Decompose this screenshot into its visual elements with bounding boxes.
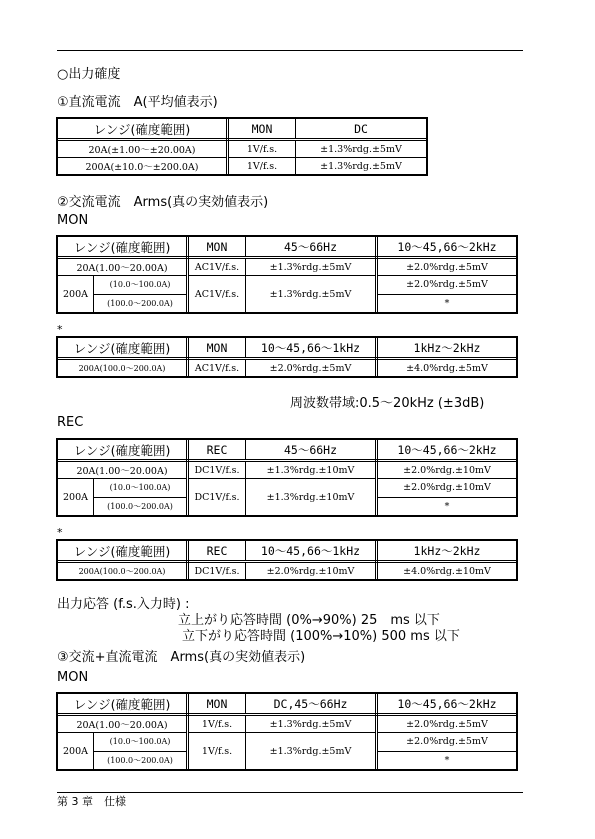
output-cell: DC1V/f.s. — [188, 562, 246, 580]
header-range: レンジ(確度範囲) — [58, 119, 228, 140]
top-rule — [57, 50, 523, 51]
sub-range-cell: (10.0～100.0A) — [94, 479, 188, 498]
table-row — [58, 359, 517, 377]
acdc-mon-table — [57, 693, 517, 770]
header-10-2khz: 10～45,66～2kHz — [377, 440, 517, 461]
response-title: 出力応答 (f.s.入力時) : — [57, 597, 190, 612]
header-10-1khz: 10～45,66～1kHz — [246, 338, 377, 359]
accuracy-cell: ±2.0%rdg.±5mV — [377, 715, 517, 733]
table-header — [58, 338, 517, 359]
footnote-mark: * — [57, 323, 63, 336]
fall-time: 立下がり応答時間 (100%→10%) 500 ms 以下 — [182, 629, 460, 644]
sub-range-cell: (10.0～100.0A) — [94, 276, 188, 295]
mon-label: MON — [57, 213, 89, 228]
accuracy-cell: ±1.3%rdg.±5mV — [246, 733, 377, 770]
header-output: MON — [188, 237, 246, 258]
header-45-66hz: 45～66Hz — [246, 237, 377, 258]
ac-mon-table — [57, 236, 517, 313]
header-1-2khz: 1kHz～2kHz — [377, 338, 517, 359]
asterisk-cell: * — [377, 497, 517, 516]
accuracy-cell: ±2.0%rdg.±10mV — [377, 479, 517, 498]
header-dc: DC — [296, 119, 427, 140]
table-row — [58, 562, 517, 580]
footer-chapter: 第 3 章 仕様 — [57, 795, 126, 808]
header-1-2khz: 1kHz～2kHz — [377, 541, 517, 562]
table-row — [58, 140, 427, 158]
header-10-2khz: 10～45,66～2kHz — [377, 237, 517, 258]
sub-range-cell: (10.0～100.0A) — [94, 733, 188, 752]
ac-current-title: ②交流電流 Arms(真の実効値表示) — [57, 195, 269, 210]
sub-range-cell: (100.0～200.0A) — [94, 751, 188, 770]
table-header — [58, 440, 517, 461]
ac-dc-current-title: ③交流+直流電流 Arms(真の実効値表示) — [57, 650, 306, 665]
accuracy-cell: ±1.3%rdg.±5mV — [296, 158, 427, 175]
asterisk-cell: * — [377, 294, 517, 313]
output-cell: 1V/f.s. — [188, 733, 246, 770]
header-10-2khz: 10～45,66～2kHz — [377, 694, 517, 715]
dc-current-title: ①直流電流 A(平均値表示) — [57, 95, 218, 110]
output-cell: AC1V/f.s. — [188, 359, 246, 377]
range-cell: 200A(±10.0～±200.0A) — [58, 158, 228, 175]
ac-mon-sub-table — [57, 337, 517, 377]
output-cell: AC1V/f.s. — [188, 258, 246, 276]
table-row — [58, 715, 517, 733]
output-cell: 1V/f.s. — [228, 140, 296, 158]
header-range: レンジ(確度範囲) — [58, 694, 188, 715]
header-range: レンジ(確度範囲) — [58, 440, 188, 461]
range-cell: 200A — [58, 733, 94, 770]
accuracy-cell: ±1.3%rdg.±5mV — [246, 258, 377, 276]
range-cell: 200A(100.0～200.0A) — [58, 359, 188, 377]
accuracy-cell: ±2.0%rdg.±5mV — [246, 359, 377, 377]
accuracy-cell: ±1.3%rdg.±10mV — [246, 479, 377, 516]
accuracy-cell: ±2.0%rdg.±10mV — [377, 461, 517, 479]
accuracy-cell: ±1.3%rdg.±10mV — [246, 461, 377, 479]
header-output: REC — [188, 541, 246, 562]
sub-range-cell: (100.0～200.0A) — [94, 497, 188, 516]
section-heading: ○出力確度 — [57, 67, 121, 82]
accuracy-cell: ±4.0%rdg.±10mV — [377, 562, 517, 580]
accuracy-cell: ±2.0%rdg.±5mV — [377, 258, 517, 276]
output-cell: DC1V/f.s. — [188, 479, 246, 516]
table-row — [58, 258, 517, 276]
ac-rec-sub-table — [57, 540, 517, 580]
accuracy-cell: ±2.0%rdg.±10mV — [246, 562, 377, 580]
header-dc-45-66hz: DC,45～66Hz — [246, 694, 377, 715]
table-header — [58, 119, 427, 140]
header-output: MON — [188, 338, 246, 359]
range-cell: 200A — [58, 479, 94, 516]
accuracy-cell: ±1.3%rdg.±5mV — [246, 715, 377, 733]
table-row — [58, 461, 517, 479]
range-cell: 200A(100.0～200.0A) — [58, 562, 188, 580]
sub-range-cell: (100.0～200.0A) — [94, 294, 188, 313]
output-cell: DC1V/f.s. — [188, 461, 246, 479]
table-row — [58, 158, 427, 175]
header-range: レンジ(確度範囲) — [58, 338, 188, 359]
table-row — [58, 276, 517, 295]
accuracy-cell: ±2.0%rdg.±5mV — [377, 276, 517, 295]
table-row — [58, 733, 517, 752]
range-cell: 20A(±1.00～±20.00A) — [58, 140, 228, 158]
range-cell: 20A(1.00～20.00A) — [58, 715, 188, 733]
output-cell: 1V/f.s. — [188, 715, 246, 733]
output-cell: AC1V/f.s. — [188, 276, 246, 313]
ac-rec-table — [57, 439, 517, 516]
mon-label: MON — [57, 670, 89, 685]
asterisk-cell: * — [377, 751, 517, 770]
output-cell: 1V/f.s. — [228, 158, 296, 175]
table-header — [58, 694, 517, 715]
accuracy-cell: ±4.0%rdg.±5mV — [377, 359, 517, 377]
frequency-band: 周波数帯域:0.5～20kHz (±3dB) — [290, 396, 485, 411]
table-header — [58, 541, 517, 562]
header-range: レンジ(確度範囲) — [58, 237, 188, 258]
bottom-rule — [57, 792, 523, 793]
dc-current-table — [57, 118, 427, 175]
accuracy-cell: ±1.3%rdg.±5mV — [296, 140, 427, 158]
range-cell: 20A(1.00～20.00A) — [58, 258, 188, 276]
header-45-66hz: 45～66Hz — [246, 440, 377, 461]
rise-time: 立上がり応答時間 (0%→90%) 25 ms 以下 — [178, 613, 440, 628]
header-range: レンジ(確度範囲) — [58, 541, 188, 562]
header-output: MON — [228, 119, 296, 140]
header-output: MON — [188, 694, 246, 715]
accuracy-cell: ±1.3%rdg.±5mV — [246, 276, 377, 313]
table-row — [58, 479, 517, 498]
footnote-mark: * — [57, 526, 63, 539]
table-header — [58, 237, 517, 258]
range-cell: 200A — [58, 276, 94, 313]
accuracy-cell: ±2.0%rdg.±5mV — [377, 733, 517, 752]
header-10-1khz: 10～45,66～1kHz — [246, 541, 377, 562]
rec-label: REC — [57, 415, 84, 430]
range-cell: 20A(1.00～20.00A) — [58, 461, 188, 479]
header-output: REC — [188, 440, 246, 461]
